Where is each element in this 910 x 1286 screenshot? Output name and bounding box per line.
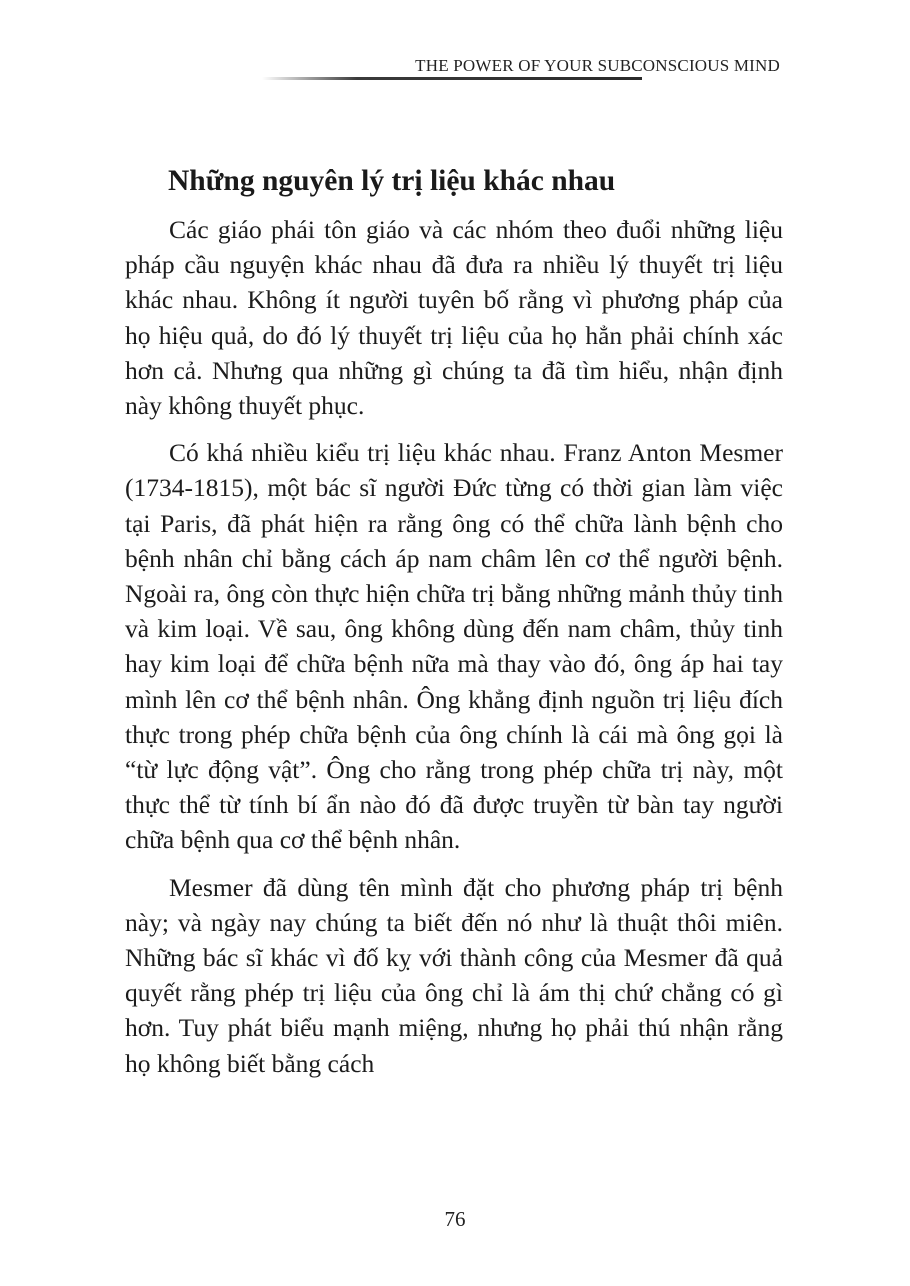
section-heading: Những nguyên lý trị liệu khác nhau [168,165,616,197]
body-text [125,212,783,1093]
page-number: 76 [444,1207,466,1231]
paragraph: Mesmer đã dùng tên mình đặt cho phương pháp trị bệnh này; và ngày nay chúng ta biết đến nó như là thuật thôi miên. Những bác sĩ khác vì đố kỵ với thành công của Mesmer đã quả quyết rằng phép trị liệu của ông chỉ là ám thị chứ chẳng có gì hơn. Tuy phát biểu mạnh miệng, nhưng họ phải thú nhận rằng họ không biết bằng cách [125,872,783,1078]
paragraph: Các giáo phái tôn giáo và các nhóm theo đuổi những liệu pháp cầu nguyện khác nhau đã đưa ra nhiều lý thuyết trị liệu khác nhau. Không ít người tuyên bố rằng vì phương pháp của họ hiệu quả, do đó lý thuyết trị liệu của họ hẳn phải chính xác hơn cả. Nhưng qua những gì chúng ta đã tìm hiểu, nhận định này không thuyết phục. [125,215,783,421]
header-rule [262,77,642,80]
running-header-title: THE POWER OF YOUR SUBCONSCIOUS MIND [415,56,780,75]
paragraph: Có khá nhiều kiểu trị liệu khác nhau. Franz Anton Mesmer (1734-1815), một bác sĩ người Đức từng có thời gian làm việc tại Paris, đã phát hiện ra rằng ông có thể chữa lành bệnh cho bệnh nhân chỉ bằng cách áp nam châm lên cơ thể người bệnh. Ngoài ra, ông còn thực hiện chữa trị bằng những mảnh thủy tinh và kim loại. Về sau, ông không dùng đến nam châm, thủy tinh hay kim loại để chữa bệnh nữa mà thay vào đó, ông áp hai tay mình lên cơ thể bệnh nhân. Ông khẳng định nguồn trị liệu đích thực trong phép chữa bệnh của ông chính là cái mà ông gọi là “từ lực động vật”. Ông cho rằng trong phép chữa trị này, một thực thể từ tính bí ẩn nào đó đã được truyền từ bàn tay người chữa bệnh qua cơ thể bệnh nhân. [125,438,783,855]
